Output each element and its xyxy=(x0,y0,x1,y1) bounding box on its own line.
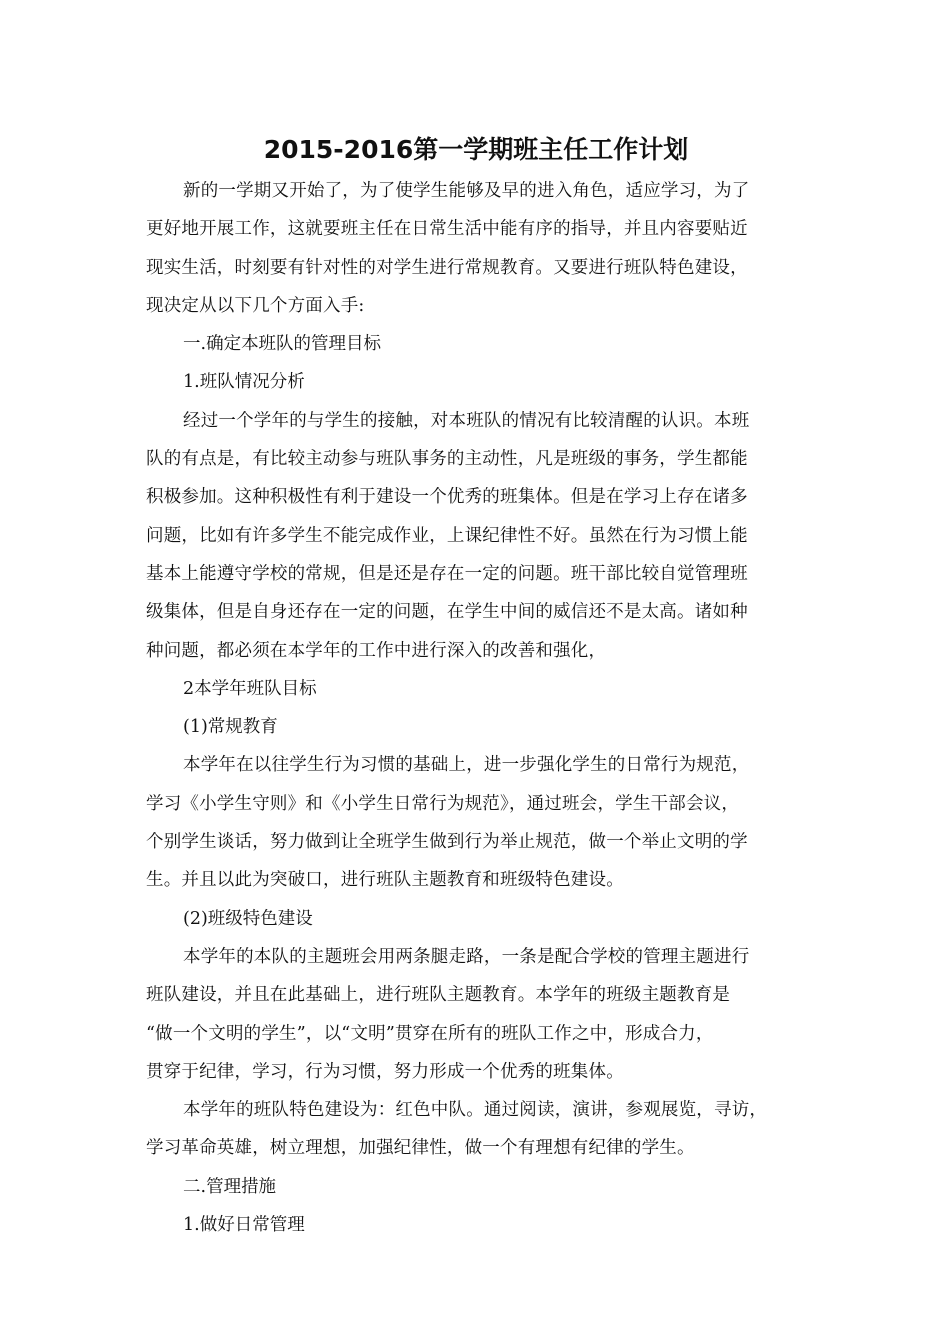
feature-line: 本学年的本队的主题班会用两条腿走路，一条是配合学校的管理主题进行 xyxy=(183,946,750,967)
feature-paragraph xyxy=(146,938,810,1091)
sub1-heading: 1.班队情况分析 xyxy=(183,372,305,393)
routine-line: 个别学生谈话，努力做到让全班学生做到行为举止规范，做一个举止文明的学 xyxy=(146,832,748,853)
analysis-line: 问题，比如有许多学生不能完成作业，上课纪律性不好。虽然在行为习惯上能 xyxy=(146,525,748,546)
sub3-heading: 1.做好日常管理 xyxy=(183,1215,305,1236)
analysis-line: 积极参加。这种积极性有利于建设一个优秀的班集体。但是在学习上存在诸多 xyxy=(146,487,748,508)
analysis-line: 级集体，但是自身还存在一定的问题，在学生中间的威信还不是太高。诸如种 xyxy=(146,602,748,623)
feature-line: 班队建设，并且在此基础上，进行班队主题教育。本学年的班级主题教育是 xyxy=(146,985,731,1006)
routine-line: 本学年在以往学生行为习惯的基础上，进一步强化学生的日常行为规范， xyxy=(183,755,750,776)
feature-line: 贯穿于纪律，学习，行为习惯，努力形成一个优秀的班集体。 xyxy=(146,1061,624,1082)
item1-heading: (1)常规教育 xyxy=(183,717,278,738)
section2-heading: 二.管理措施 xyxy=(183,1176,277,1197)
analysis-paragraph xyxy=(146,402,810,670)
feature2-paragraph xyxy=(146,1091,810,1168)
item2-heading: (2)班级特色建设 xyxy=(183,908,313,929)
analysis-line: 基本上能遵守学校的常规，但是还是存在一定的问题。班干部比较自觉管理班 xyxy=(146,563,748,584)
sub2-heading: 2本学年班队目标 xyxy=(183,678,317,699)
feature-line: “做一个文明的学生”，以“文明”贯穿在所有的班队工作之中，形成合力， xyxy=(146,1023,714,1044)
intro-line: 现决定从以下几个方面入手: xyxy=(146,295,365,316)
intro-line: 现实生活，时刻要有针对性的对学生进行常规教育。又要进行班队特色建设， xyxy=(146,257,748,278)
analysis-line: 队的有点是，有比较主动参与班队事务的主动性，凡是班级的事务，学生都能 xyxy=(146,449,748,470)
intro-line: 新的一学期又开始了，为了使学生能够及早的进入角色，适应学习，为了 xyxy=(183,181,750,201)
intro-line: 更好地开展工作，这就要班主任在日常生活中能有序的指导，并且内容要贴近 xyxy=(146,219,748,240)
feature2-line: 本学年的班队特色建设为：红色中队。通过阅读，演讲，参观展览，寻访， xyxy=(183,1100,768,1121)
section1-heading: 一.确定本班队的管理目标 xyxy=(183,334,382,355)
analysis-line: 经过一个学年的与学生的接触，对本班队的情况有比较清醒的认识。本班 xyxy=(183,410,750,431)
document-title: 2015-2016第一学期班主任工作计划 xyxy=(263,135,689,164)
document-page xyxy=(146,128,810,1244)
feature2-line: 学习革命英雄，树立理想，加强纪律性，做一个有理想有纪律的学生。 xyxy=(146,1138,695,1159)
routine-line: 生。并且以此为突破口，进行班队主题教育和班级特色建设。 xyxy=(146,870,624,891)
intro-paragraph xyxy=(146,172,810,325)
analysis-line: 种问题，都必须在本学年的工作中进行深入的改善和强化， xyxy=(146,640,607,661)
routine-line: 学习《小学生守则》和《小学生日常行为规范》，通过班会，学生干部会议， xyxy=(146,793,740,814)
routine-paragraph xyxy=(146,746,810,899)
